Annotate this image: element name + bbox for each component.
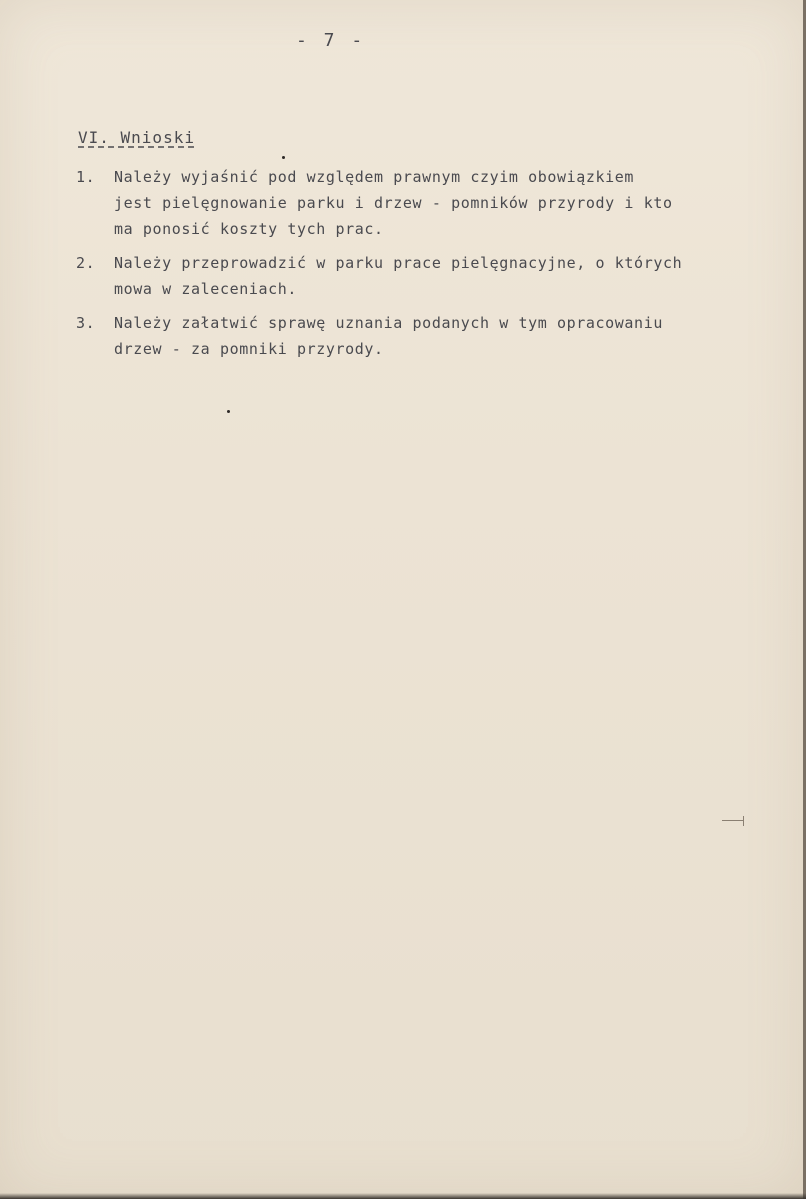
pencil-mark bbox=[722, 820, 744, 821]
item-line: mowa w zaleceniach. bbox=[114, 280, 297, 298]
section-heading: VI. Wnioski bbox=[78, 128, 195, 147]
item-number: 1. bbox=[76, 168, 96, 186]
item-line: Należy przeprowadzić w parku prace pielęgnacyjne, o których bbox=[114, 254, 683, 272]
conclusions-list bbox=[76, 164, 766, 370]
item-line: Należy załatwić sprawę uznania podanych w tym opracowaniu bbox=[114, 314, 663, 332]
list-item bbox=[76, 310, 766, 362]
list-item bbox=[76, 250, 766, 302]
item-line: drzew - za pomniki przyrody. bbox=[114, 340, 384, 358]
item-line: jest pielęgnowanie parku i drzew - pomników przyrody i kto bbox=[114, 194, 673, 212]
list-item bbox=[76, 164, 766, 242]
item-number: 3. bbox=[76, 314, 96, 332]
ink-speck bbox=[227, 410, 230, 413]
ink-speck bbox=[282, 156, 285, 159]
page-edge-bottom bbox=[0, 1193, 806, 1199]
page-number: - 7 - bbox=[296, 30, 366, 51]
item-line: Należy wyjaśnić pod względem prawnym czyim obowiązkiem bbox=[114, 168, 635, 186]
item-line: ma ponosić koszty tych prac. bbox=[114, 220, 384, 238]
item-number: 2. bbox=[76, 254, 96, 272]
